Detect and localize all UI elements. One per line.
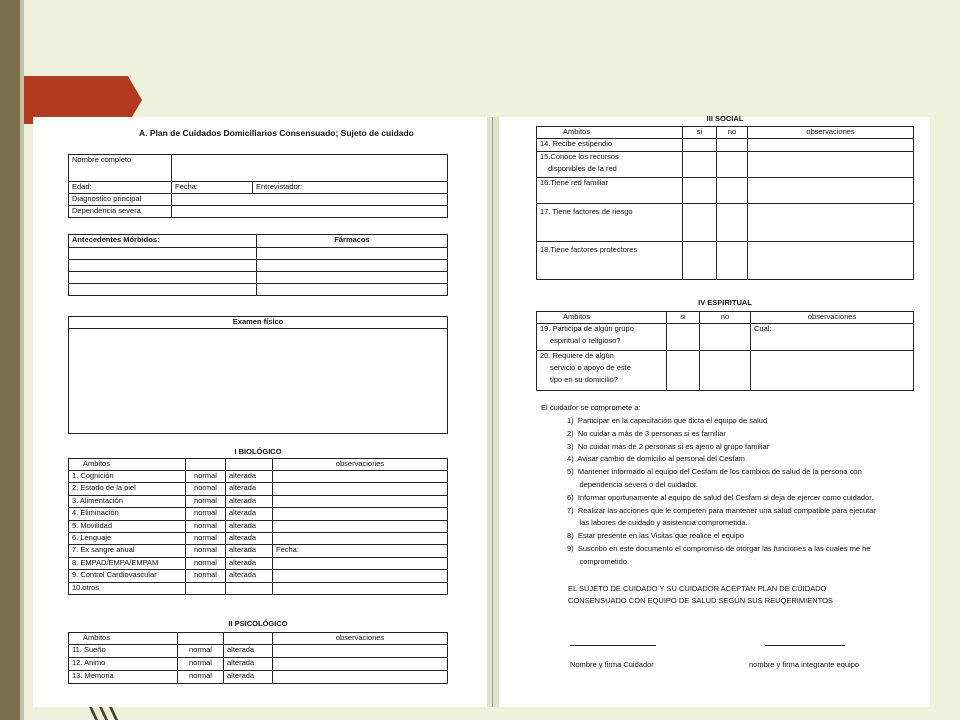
bio-row-label: 1. Cognición	[69, 471, 186, 483]
commitment-item: 5) Mantener informado al equipo del Cesfam de los cambios de salud de la persona con	[567, 467, 862, 477]
alterada-option[interactable]: alterada	[224, 645, 273, 658]
social-row-line: 18.Tiene factores protectores	[540, 245, 638, 254]
social-obs-cell[interactable]	[748, 139, 914, 152]
alterada-option[interactable]: alterada	[226, 520, 273, 532]
left-document-page	[33, 117, 487, 707]
page-title: A. Plan de Cuidados Domiciliarios Consensuado; Sujeto de cuidado	[139, 128, 414, 138]
si-checkbox-cell[interactable]	[683, 204, 717, 242]
social-obs-cell[interactable]	[748, 152, 914, 178]
bio-obs-cell[interactable]	[273, 508, 448, 520]
right-document-page	[499, 114, 930, 707]
page-separator	[487, 117, 499, 707]
biologico-title: I BIOLÓGICO	[234, 447, 282, 456]
social-table	[536, 126, 914, 280]
normal-option[interactable]: normal	[186, 508, 226, 520]
table-row	[537, 204, 914, 242]
farmacos-cell[interactable]	[257, 284, 448, 296]
si-checkbox-cell[interactable]	[683, 178, 717, 204]
alterada-option[interactable]: alterada	[226, 495, 273, 507]
nombre-value[interactable]	[172, 155, 448, 182]
edad-label: Edad:	[69, 182, 172, 194]
dependencia-label: Dependencia severa	[69, 206, 172, 218]
farmacos-header: Fármacos	[257, 235, 448, 248]
examen-fisico-header: Examen físico	[69, 317, 448, 329]
social-obs-cell[interactable]	[748, 242, 914, 280]
normal-option[interactable]: normal	[186, 532, 226, 544]
social-row-line: 17. Tiene factores de riesgo	[540, 207, 633, 216]
bio-obs-cell[interactable]	[273, 495, 448, 507]
alterada-option[interactable]: alterada	[226, 532, 273, 544]
alterada-option[interactable]	[226, 582, 273, 594]
table-row	[537, 242, 914, 280]
bio-obs-cell[interactable]	[273, 570, 448, 582]
commitment-intro: El cuidador se compromete a:	[541, 403, 641, 412]
espiritual-obs-cell[interactable]	[751, 351, 914, 391]
farmacos-cell[interactable]	[257, 272, 448, 284]
table-row	[537, 351, 914, 391]
esp-si-header: si	[667, 312, 700, 324]
psi-obs-cell[interactable]	[273, 645, 448, 658]
diagnostico-value[interactable]	[172, 194, 448, 206]
signature-label-team: nombre y firma integrante equipo	[749, 660, 860, 669]
espiritual-row-label	[537, 324, 667, 351]
espiritual-row-line: 20. Requiere de algún	[540, 351, 614, 360]
si-checkbox-cell[interactable]	[683, 242, 717, 280]
social-row-label	[537, 139, 683, 152]
social-obs-cell[interactable]	[748, 178, 914, 204]
bio-obs-cell[interactable]	[273, 582, 448, 594]
commitment-item: las labores de cuidado y asistencia comprometida.	[567, 518, 748, 528]
farmacos-cell[interactable]	[257, 248, 448, 260]
social-row-line: 15.Conoce los recursos	[540, 152, 619, 161]
espiritual-row-line: servicio o apoyo de este	[550, 363, 631, 372]
soc-si-header: si	[683, 127, 717, 139]
side-bar-decoration	[0, 0, 20, 720]
normal-option[interactable]: normal	[186, 557, 226, 569]
table-row	[537, 324, 914, 351]
bio-obs-cell[interactable]	[273, 532, 448, 544]
bio-row-label: 8. EMPAD/EMPA/EMPAM	[69, 557, 186, 569]
antecedentes-cell[interactable]	[69, 260, 257, 272]
social-row-line: 16.Tiene red familiar	[540, 178, 609, 187]
si-checkbox-cell[interactable]	[683, 139, 717, 152]
antecedentes-cell[interactable]	[69, 272, 257, 284]
no-checkbox-cell[interactable]	[717, 242, 748, 280]
commitment-item: 7) Realizar las acciones que le competen para mantener una salud compatible para ejecutar	[567, 505, 876, 515]
commitment-item: comprometido.	[567, 556, 630, 566]
table-row	[69, 471, 448, 483]
table-row	[69, 545, 448, 557]
no-checkbox-cell[interactable]	[717, 139, 748, 152]
soc-obs-header: observaciones	[748, 127, 914, 139]
table-row	[69, 570, 448, 582]
examen-fisico-table	[68, 316, 448, 434]
social-row-line: 14. Recibe estipendio	[540, 139, 613, 148]
espiritual-title: IV ESPIRITUAL	[698, 298, 752, 307]
table-row	[69, 658, 448, 671]
psi-obs-cell[interactable]	[273, 671, 448, 684]
no-checkbox-cell[interactable]	[700, 324, 751, 351]
commitment-item: 6) Informar oportunamente al equipo de salud del Cesfam si deja de ejercer como cuidador.	[567, 492, 874, 502]
normal-option[interactable]: normal	[186, 471, 226, 483]
normal-option[interactable]	[186, 582, 226, 594]
bio-row-label: 5. Movilidad	[69, 520, 186, 532]
esp-ambitos-header: Ambitos	[537, 312, 667, 324]
table-row	[537, 152, 914, 178]
social-row-label	[537, 178, 683, 204]
psi-obs-cell[interactable]	[273, 658, 448, 671]
normal-option[interactable]: normal	[186, 520, 226, 532]
bio-obs-cell[interactable]	[273, 471, 448, 483]
psi-row-label: 13. Memoria	[69, 671, 178, 684]
no-checkbox-cell[interactable]	[717, 178, 748, 204]
psicologico-table	[68, 632, 448, 684]
no-checkbox-cell[interactable]	[717, 152, 748, 178]
entrevistador-label: Entrevistador:	[253, 182, 448, 194]
psi-row-label: 12. Animo	[69, 658, 178, 671]
alterada-option[interactable]: alterada	[226, 557, 273, 569]
table-row	[69, 645, 448, 658]
bio-obs-cell[interactable]	[273, 520, 448, 532]
social-obs-cell[interactable]	[748, 204, 914, 242]
table-row	[537, 178, 914, 204]
alterada-option[interactable]: alterada	[226, 508, 273, 520]
biologico-table	[68, 458, 448, 595]
commitment-item: dependencia severa o del cuidador.	[567, 479, 698, 489]
agreement-line-2: CONSENSUADO CON EQUIPO DE SALUD SEGÚN SUS REUQERIMIENTOS	[568, 596, 833, 605]
no-checkbox-cell[interactable]	[717, 204, 748, 242]
table-row	[69, 495, 448, 507]
table-row	[69, 671, 448, 684]
commitment-item: 3) No cuidar más de 2 personas si es ajeno al grupo familiar	[567, 441, 770, 451]
psi-ambitos-header: Ambitos	[69, 633, 178, 645]
commitment-item: 4) Avisar cambio de domicilio al personal del Cesfam	[567, 454, 745, 464]
normal-option[interactable]: normal	[186, 545, 226, 557]
psi-row-label: 11. Sueño	[69, 645, 178, 658]
dependencia-value[interactable]	[172, 206, 448, 218]
bio-obs-cell[interactable]	[273, 483, 448, 495]
table-row	[69, 532, 448, 544]
normal-option[interactable]: normal	[178, 658, 224, 671]
diagnostico-label: Diagnostico principal	[69, 194, 172, 206]
commitment-item: 8) Estar presente en las Visitas que realice el equipo	[567, 531, 745, 541]
table-row	[69, 582, 448, 594]
antecedentes-table	[68, 234, 448, 296]
commitment-item: 9) Suscribo en este documento el compromiso de otorgar las funciones a las cuales me he	[567, 543, 871, 553]
espiritual-row-line: espiritual o religioso?	[550, 336, 621, 345]
soc-no-header: no	[717, 127, 748, 139]
normal-option[interactable]: normal	[178, 671, 224, 684]
normal-option[interactable]: normal	[186, 570, 226, 582]
bio-obs-header: observaciones	[273, 459, 448, 471]
espiritual-table	[536, 311, 914, 391]
normal-option[interactable]: normal	[186, 483, 226, 495]
signature-line-caregiver[interactable]	[570, 645, 656, 646]
si-checkbox-cell[interactable]	[683, 152, 717, 178]
psi-obs-header: observaciones	[273, 633, 448, 645]
bio-row-label: 6. Lenguaje	[69, 532, 186, 544]
patient-id-table	[68, 154, 448, 218]
soc-ambitos-header: Ambitos	[537, 127, 683, 139]
side-bar-stripe	[20, 0, 24, 720]
espiritual-row-line: 19. Participa de algún grupo	[540, 324, 634, 333]
table-row	[69, 483, 448, 495]
commitment-list	[567, 415, 876, 569]
bio-ambitos-header: Ambitos	[69, 459, 186, 471]
nombre-label: Nombre completo	[69, 155, 172, 182]
table-row	[69, 508, 448, 520]
examen-fisico-value[interactable]	[69, 329, 448, 434]
alterada-option[interactable]: alterada	[226, 471, 273, 483]
bio-row-label: 10.otros	[69, 582, 186, 594]
bio-obs-cell[interactable]	[273, 557, 448, 569]
fecha-label: Fecha:	[172, 182, 253, 194]
psicologico-title: II PSICOLÓGICO	[228, 619, 288, 628]
social-row-line: disponibles de la red	[548, 164, 617, 173]
espiritual-row-label	[537, 351, 667, 391]
bio-row-label: 2. Estado de la piel	[69, 483, 186, 495]
social-title: III SOCIAL	[706, 114, 744, 123]
bio-row-label: 9. Control Cardiovascular	[69, 570, 186, 582]
si-checkbox-cell[interactable]	[667, 351, 700, 391]
social-row-label	[537, 152, 683, 178]
espiritual-obs-cell[interactable]: Cual:	[751, 324, 914, 351]
table-row	[537, 139, 914, 152]
table-row	[69, 557, 448, 569]
commitment-item: 1) Participar en la capacitación que dicta el equipo de salud	[567, 416, 768, 425]
alterada-option[interactable]: alterada	[226, 483, 273, 495]
agreement-line-1: EL SUJETO DE CUIDADO Y SU CUIDADOR ACEPTAN PLAN DE CUIDADO	[568, 584, 827, 593]
normal-option[interactable]: normal	[186, 495, 226, 507]
signature-line-team[interactable]	[765, 645, 845, 646]
bio-row-label: 7. Ex sangre anual	[69, 545, 186, 557]
antecedentes-cell[interactable]	[69, 248, 257, 260]
table-row	[69, 520, 448, 532]
alterada-option[interactable]: alterada	[226, 545, 273, 557]
esp-no-header: no	[700, 312, 751, 324]
espiritual-row-line: tipo en su domicilio?	[550, 375, 618, 384]
bio-row-label: 3. Alimentación	[69, 495, 186, 507]
social-row-label	[537, 242, 683, 280]
no-checkbox-cell[interactable]	[700, 351, 751, 391]
esp-obs-header: observaciones	[751, 312, 914, 324]
antecedentes-cell[interactable]	[69, 284, 257, 296]
alterada-option[interactable]: alterada	[224, 671, 273, 684]
signature-label-caregiver: Nombre y firma Cuidador	[570, 660, 654, 669]
alterada-option[interactable]: alterada	[226, 570, 273, 582]
normal-option[interactable]: normal	[178, 645, 224, 658]
commitment-item: 2) No cuidar a más de 3 personas si es familiar	[567, 428, 726, 438]
farmacos-cell[interactable]	[257, 260, 448, 272]
antecedentes-header: Antecedentes Mórbidos:	[69, 235, 257, 248]
bio-obs-cell[interactable]: Fecha:	[273, 545, 448, 557]
bio-row-label: 4. Eliminación	[69, 508, 186, 520]
alterada-option[interactable]: alterada	[224, 658, 273, 671]
si-checkbox-cell[interactable]	[667, 324, 700, 351]
social-row-label	[537, 204, 683, 242]
